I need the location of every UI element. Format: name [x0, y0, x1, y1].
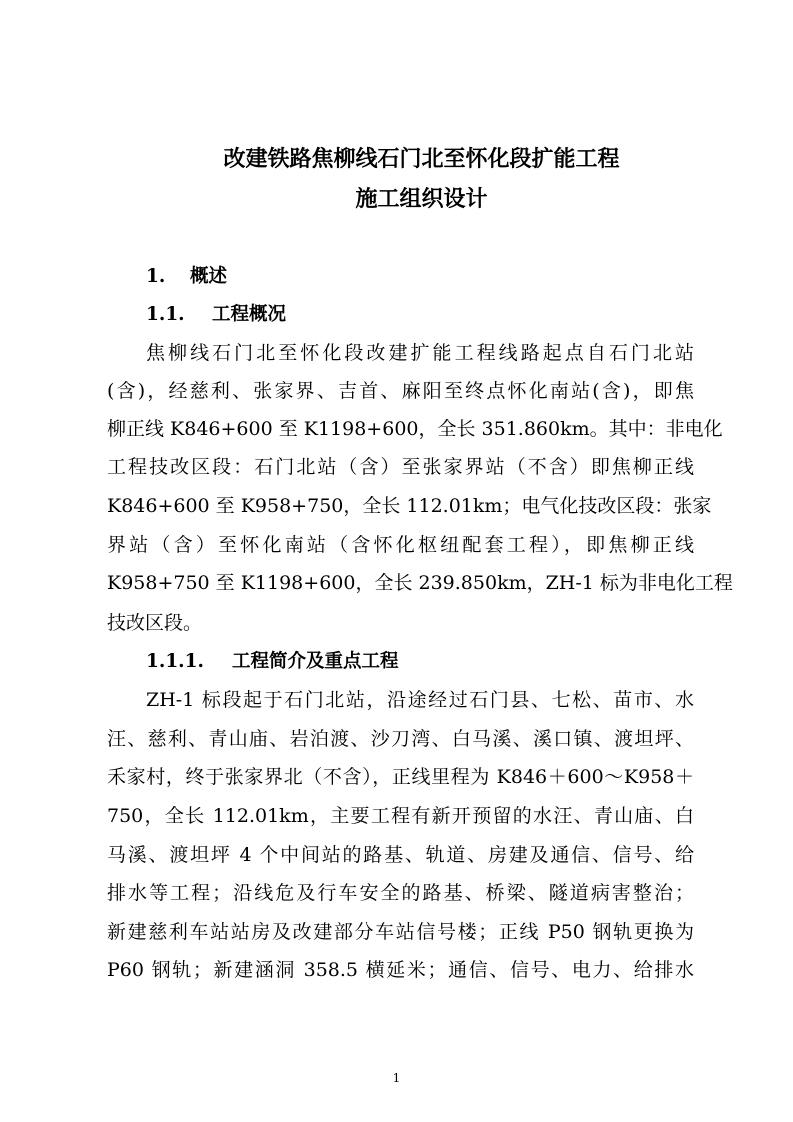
paragraph-line: K958+750 至 K1198+600，全长 239.850km，ZH-1 标为非电化工程: [107, 572, 733, 594]
paragraph-line: 技改区段。: [107, 612, 203, 634]
paragraph-line: 马溪、渡坦坪 4 个中间站的路基、轨道、房建及通信、信号、给: [107, 844, 694, 866]
section-heading-1-1: [146, 302, 286, 328]
paragraph-line: 柳正线 K846+600 至 K1198+600，全长 351.860km。其中：非电化: [107, 418, 723, 440]
paragraph-line: P60 钢轨；新建涵洞 358.5 横延米；通信、信号、电力、给排水: [107, 959, 694, 981]
paragraph-line: 汪、慈利、青山庙、岩泊渡、沙刀湾、白马溪、溪口镇、渡坦坪、: [107, 728, 694, 750]
section-heading-1-1-1: [146, 649, 399, 675]
paragraph-line: ZH-1 标段起于石门北站，沿途经过石门县、七松、苗市、水: [146, 689, 694, 711]
section-heading-1: [146, 264, 227, 290]
document-subtitle: 施工组织设计: [355, 186, 488, 212]
page-number: 1: [392, 1071, 401, 1085]
section-number: 1.1.: [146, 304, 185, 325]
paragraph-line: K846+600 至 K958+750，全长 112.01km；电气化技改区段：张家: [107, 495, 712, 517]
paragraph-line: 新建慈利车站站房及改建部分车站信号楼；正线 P50 钢轨更换为: [107, 921, 694, 943]
section-title: 工程概况: [212, 304, 287, 325]
document-title: 改建铁路焦柳线石门北至怀化段扩能工程: [223, 146, 620, 172]
section-title: 概述: [190, 266, 228, 287]
section-number: 1.: [146, 266, 166, 287]
paragraph-line: 禾家村，终于张家界北（不含），正线里程为 K846＋600～K958＋: [107, 766, 694, 788]
paragraph-line: (含)，经慈利、张家界、吉首、麻阳至终点怀化南站(含)，即焦: [107, 380, 694, 402]
paragraph-line: 工程技改区段：石门北站（含）至张家界站（不含）即焦柳正线: [107, 456, 694, 478]
paragraph-line: 焦柳线石门北至怀化段改建扩能工程线路起点自石门北站: [146, 342, 694, 364]
paragraph-line: 排水等工程；沿线危及行车安全的路基、桥梁、隧道病害整治；: [107, 882, 694, 904]
paragraph-line: 界站（含）至怀化南站（含怀化枢纽配套工程），即焦柳正线: [107, 534, 694, 556]
section-title: 工程简介及重点工程: [232, 651, 399, 672]
section-number: 1.1.1.: [146, 651, 204, 672]
paragraph-line: 750，全长 112.01km，主要工程有新开预留的水汪、青山庙、白: [107, 805, 694, 827]
